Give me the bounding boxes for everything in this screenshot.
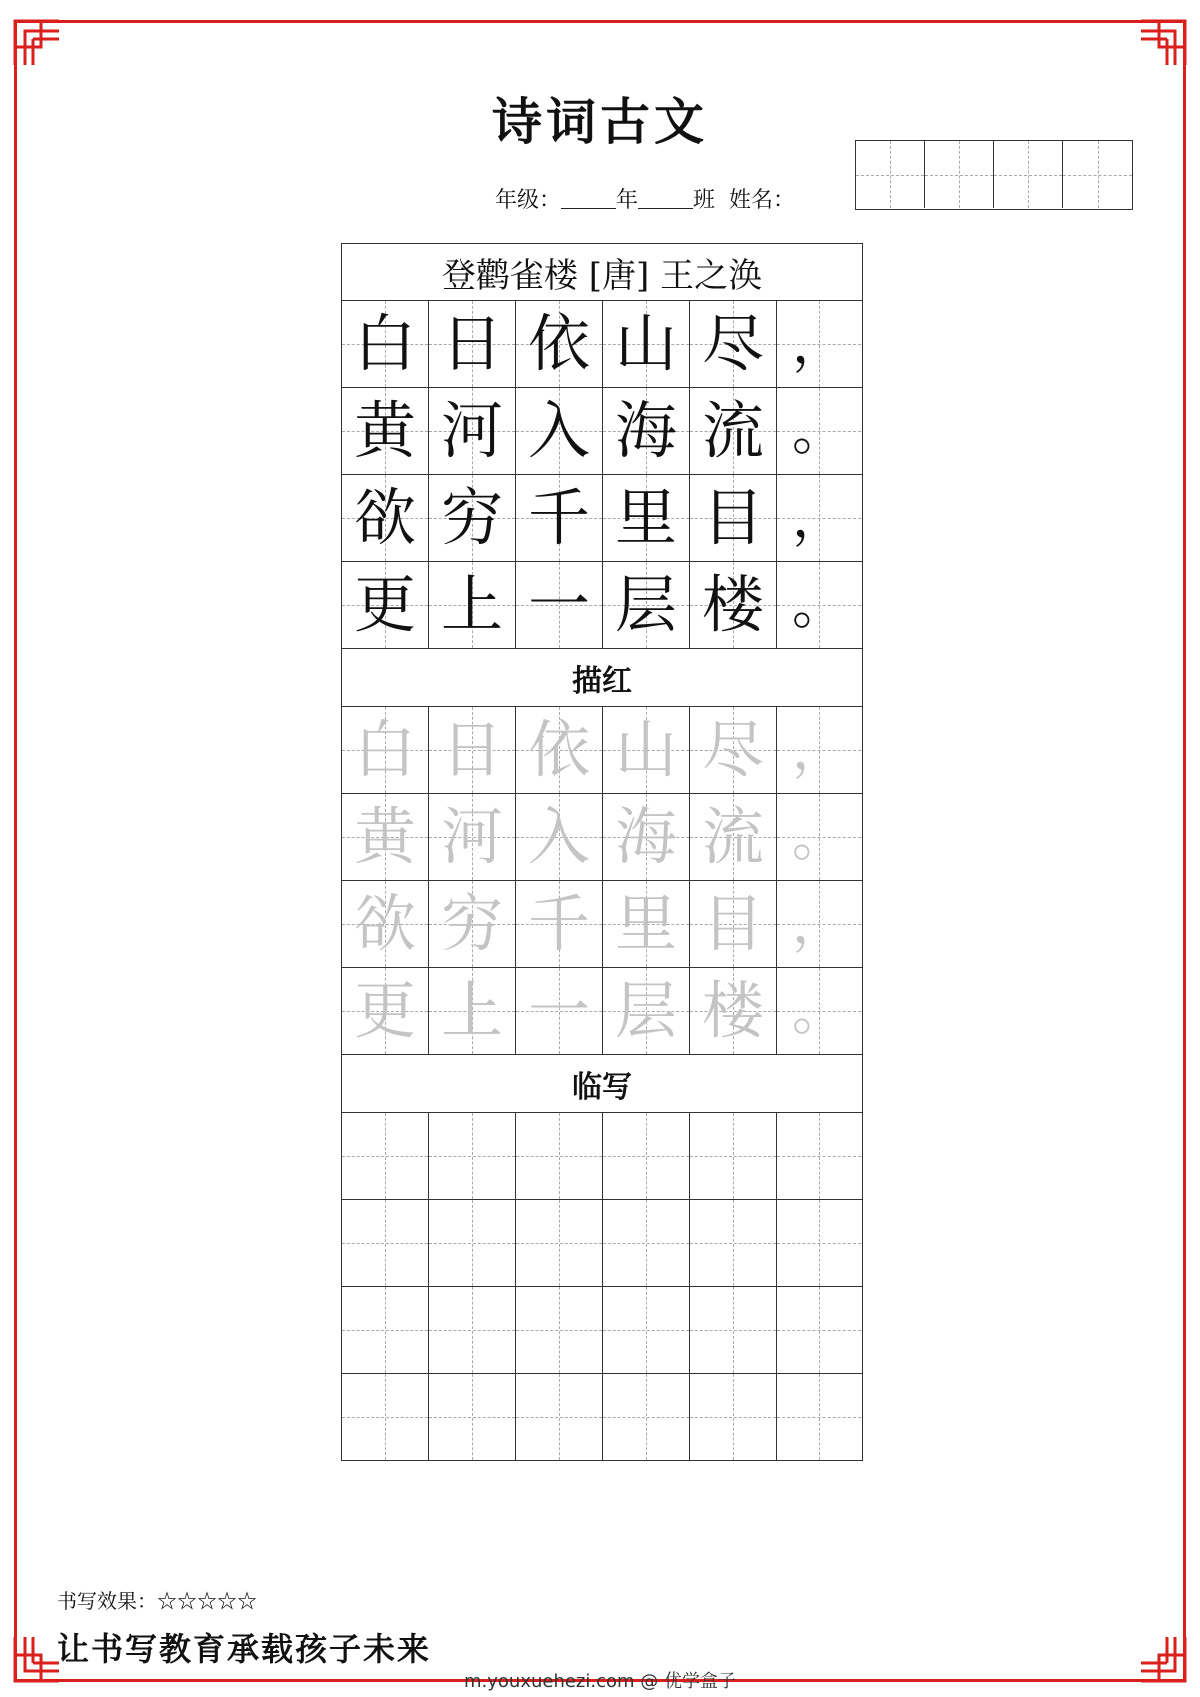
copy-cell[interactable] (429, 1113, 516, 1199)
model-characters-section (342, 301, 862, 649)
model-cell (342, 562, 429, 648)
poem-header: 登鹳雀楼 [唐] 王之涣 (342, 244, 862, 301)
name-cell[interactable] (856, 141, 925, 208)
slogan: 让书写教育承载孩子未来 (57, 1630, 432, 1668)
model-character: 目 (701, 481, 764, 554)
trace-character: 欲 (353, 887, 416, 960)
copy-cell[interactable] (342, 1374, 429, 1460)
model-row (342, 388, 862, 475)
trace-cell (342, 707, 429, 793)
copy-cell[interactable] (690, 1200, 777, 1286)
model-row (342, 475, 862, 562)
copy-row (342, 1287, 862, 1374)
corner-ornament-top-right (1137, 17, 1189, 69)
trace-character: 一 (527, 974, 590, 1047)
name-writing-grid[interactable] (855, 140, 1133, 210)
trace-character: 层 (614, 974, 677, 1047)
copy-row (342, 1200, 862, 1287)
grade-label: 年级： (495, 188, 562, 213)
trace-character: 黄 (353, 800, 416, 873)
model-character: 海 (614, 394, 677, 467)
trace-cell (429, 794, 516, 880)
model-cell (516, 301, 603, 387)
trace-cell (777, 968, 861, 1054)
trace-character: 上 (440, 974, 503, 1047)
trace-cell (690, 794, 777, 880)
trace-character: 白 (353, 713, 416, 786)
trace-cell (690, 881, 777, 967)
trace-character: ， (792, 892, 846, 955)
copy-cell[interactable] (690, 1374, 777, 1460)
trace-character: 穷 (440, 887, 503, 960)
trace-character: 河 (440, 800, 503, 873)
model-cell (516, 475, 603, 561)
model-character: 。 (792, 399, 846, 462)
class-label: 班 (693, 188, 716, 213)
copy-cell[interactable] (342, 1287, 429, 1373)
model-cell (603, 562, 690, 648)
model-row (342, 562, 862, 649)
trace-row (342, 968, 862, 1055)
copy-section-label: 临写 (342, 1055, 862, 1113)
copy-cell[interactable] (342, 1200, 429, 1286)
footer-watermark: m.youxuehezi.com @ 优学盒子 (463, 1671, 736, 1692)
name-cell[interactable] (925, 141, 994, 208)
model-character: 楼 (701, 568, 764, 641)
model-character: 欲 (353, 481, 416, 554)
trace-character: 依 (527, 713, 590, 786)
model-cell (429, 301, 516, 387)
copy-row (342, 1374, 862, 1460)
model-cell (777, 475, 861, 561)
model-character: 里 (614, 481, 677, 554)
copy-cell[interactable] (516, 1374, 603, 1460)
model-character: 层 (614, 568, 677, 641)
copy-cell[interactable] (516, 1200, 603, 1286)
trace-character: 山 (614, 713, 677, 786)
trace-cell (516, 707, 603, 793)
model-cell (603, 388, 690, 474)
model-cell (690, 301, 777, 387)
trace-cell (690, 968, 777, 1054)
name-label: 姓名： (729, 188, 796, 213)
trace-cell (603, 881, 690, 967)
copy-cell[interactable] (429, 1374, 516, 1460)
trace-row (342, 881, 862, 968)
trace-cell (429, 707, 516, 793)
copy-cell[interactable] (603, 1287, 690, 1373)
trace-cell (603, 794, 690, 880)
trace-cell (603, 968, 690, 1054)
trace-character: 。 (792, 979, 846, 1042)
trace-character: 流 (701, 800, 764, 873)
copy-cell[interactable] (516, 1287, 603, 1373)
trace-cell (516, 968, 603, 1054)
copy-cell[interactable] (777, 1374, 861, 1460)
trace-cell (342, 881, 429, 967)
model-character: 。 (792, 573, 846, 636)
trace-cell (516, 794, 603, 880)
corner-ornament-top-left (11, 17, 63, 69)
model-cell (342, 475, 429, 561)
class-blank[interactable] (638, 188, 693, 209)
trace-cell (429, 968, 516, 1054)
year-label: 年 (616, 188, 639, 213)
copy-cell[interactable] (429, 1287, 516, 1373)
trace-row (342, 707, 862, 794)
model-character: ， (792, 486, 846, 549)
trace-characters-section (342, 707, 862, 1055)
name-cell[interactable] (1063, 141, 1132, 208)
model-cell (777, 301, 861, 387)
model-cell (690, 475, 777, 561)
model-cell (516, 562, 603, 648)
model-character: 流 (701, 394, 764, 467)
trace-character: ， (792, 718, 846, 781)
model-cell (516, 388, 603, 474)
model-character: 依 (527, 307, 590, 380)
model-cell (342, 388, 429, 474)
model-row (342, 301, 862, 388)
model-cell (603, 301, 690, 387)
model-character: 山 (614, 307, 677, 380)
model-cell (777, 562, 861, 648)
trace-cell (342, 794, 429, 880)
model-character: 一 (527, 568, 590, 641)
copy-cell[interactable] (516, 1113, 603, 1199)
trace-row (342, 794, 862, 881)
copy-cell[interactable] (603, 1374, 690, 1460)
trace-cell (777, 881, 861, 967)
trace-character: 入 (527, 800, 590, 873)
grade-blank[interactable] (561, 188, 616, 209)
model-character: 日 (440, 307, 503, 380)
trace-character: 千 (527, 887, 590, 960)
copy-cell[interactable] (777, 1200, 861, 1286)
trace-character: 里 (614, 887, 677, 960)
poem-practice-table (341, 243, 863, 1461)
trace-character: 目 (701, 887, 764, 960)
trace-character: 更 (353, 974, 416, 1047)
model-cell (342, 301, 429, 387)
copy-cell[interactable] (603, 1200, 690, 1286)
copy-cell[interactable] (777, 1113, 861, 1199)
trace-character: 尽 (701, 713, 764, 786)
copy-cell[interactable] (690, 1287, 777, 1373)
model-character: 黄 (353, 394, 416, 467)
copy-cell[interactable] (777, 1287, 861, 1373)
model-character: 入 (527, 394, 590, 467)
model-cell (429, 562, 516, 648)
copy-writing-section (342, 1113, 862, 1460)
student-info-line (495, 183, 795, 214)
page-title: 诗词古文 (492, 92, 708, 151)
model-character: 穷 (440, 481, 503, 554)
model-cell (429, 388, 516, 474)
copy-cell[interactable] (690, 1113, 777, 1199)
copy-row (342, 1113, 862, 1200)
model-character: 千 (527, 481, 590, 554)
model-cell (690, 388, 777, 474)
model-character: 上 (440, 568, 503, 641)
model-character: 白 (353, 307, 416, 380)
trace-character: 楼 (701, 974, 764, 1047)
trace-character: 海 (614, 800, 677, 873)
trace-cell (429, 881, 516, 967)
trace-character: 日 (440, 713, 503, 786)
name-cell[interactable] (994, 141, 1063, 208)
trace-section-label: 描红 (342, 649, 862, 707)
trace-character: 。 (792, 805, 846, 868)
copy-cell[interactable] (342, 1113, 429, 1199)
writing-rating: 书写效果：☆☆☆☆☆ (57, 1589, 257, 1613)
trace-cell (603, 707, 690, 793)
model-character: 尽 (701, 307, 764, 380)
trace-cell (342, 968, 429, 1054)
model-character: 更 (353, 568, 416, 641)
model-cell (429, 475, 516, 561)
model-character: 河 (440, 394, 503, 467)
model-cell (690, 562, 777, 648)
trace-cell (777, 707, 861, 793)
trace-cell (690, 707, 777, 793)
model-cell (603, 475, 690, 561)
copy-cell[interactable] (603, 1113, 690, 1199)
trace-cell (516, 881, 603, 967)
copy-cell[interactable] (429, 1200, 516, 1286)
model-cell (777, 388, 861, 474)
trace-cell (777, 794, 861, 880)
model-character: ， (792, 312, 846, 375)
